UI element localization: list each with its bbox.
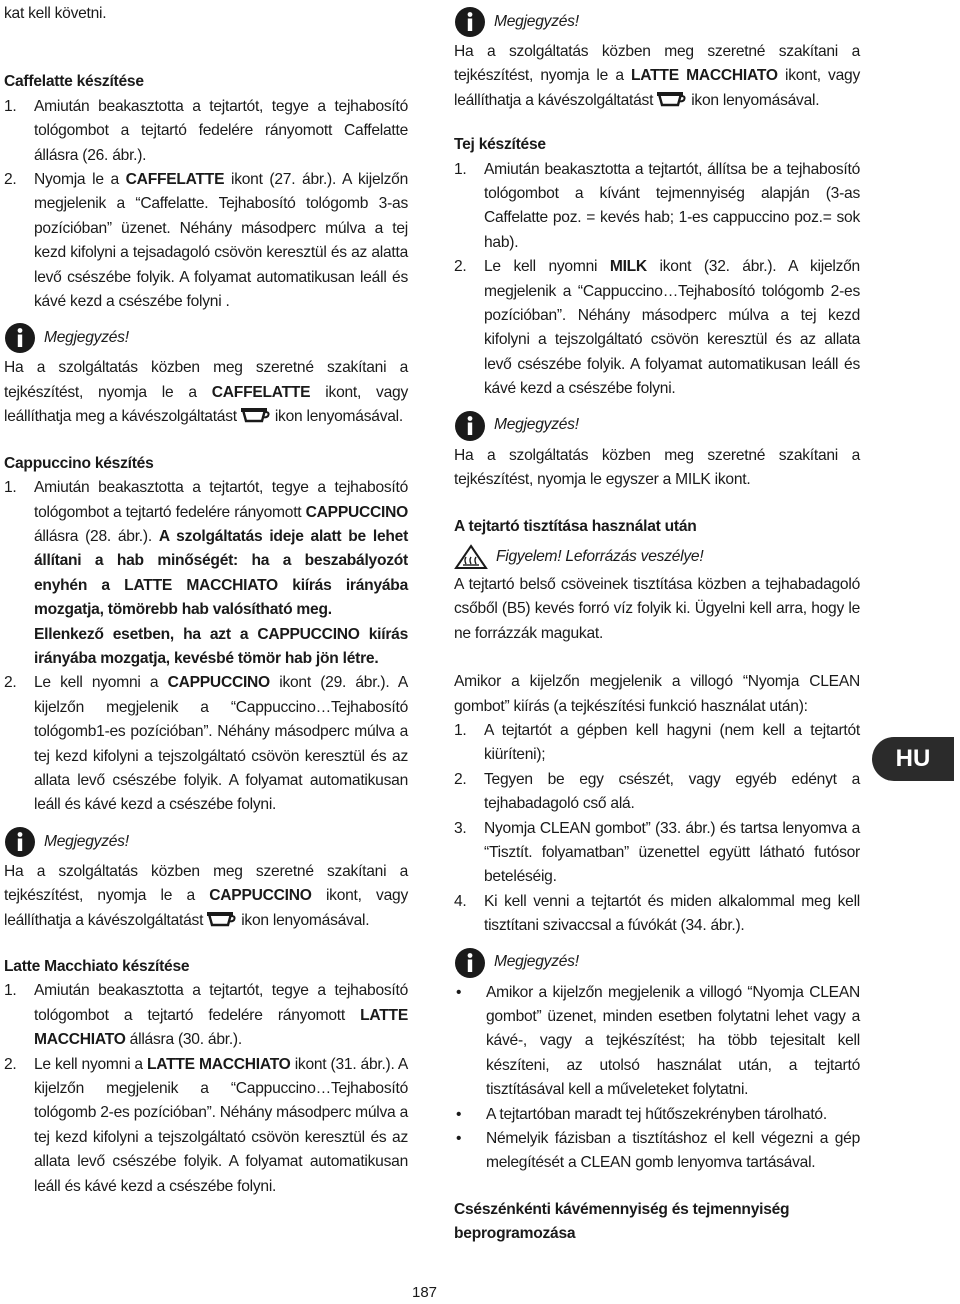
info-icon (454, 6, 486, 38)
left-column (4, 0, 408, 1199)
cleaning-bullet-3: • Némelyik fázisban a tisztításhoz el kell végezni a gép melegítését a CLEAN gomb lenyomva tartásával. (456, 1130, 860, 1172)
coffee-cup-icon (241, 408, 271, 424)
milk-step-1: 1. Amiután beakasztotta a tejtartót, állítsa be a tejhabosító tológombot a kívánt tejmennyiség alapján (3-as Caffelatte poz. = kevés hab; 1-es cappuccino poz.= sok hab). (454, 160, 860, 251)
cappuccino-step-1: 1. Amiután beakasztotta a tejtartót, tegye a tejhabosító tológombot a tejtartó fedelére rányomott CAPPUCCINO állásra (28. ábr.). A szolgáltatás ideje alatt be lehet állítani a hab minőségét: ha a beszabályozót enyhén a LATTE MACCHIATO kiírás irányába mozgatja, tömörebb hab valósítható meg. Ellenkező esetben, ha azt a CAPPUCCINO kiírás irányába mozgatja, kevésbé tömör hab jön létre. (4, 479, 409, 667)
caffelatte-step-2: 2. Nyomja le a CAFFELATTE ikont (27. ábr.). A kijelzőn megjelenik a “Caffelatte. Tejhabosító tológomb 3-as pozícióban” üzenet. Néhány másodperc múlva a tej kezd kifolyni a tejsadagoló csövön keresztül és az alatta levő csészébe folyik. A folyamat automatikusan leáll és kávé kezd a csészébe folyni . (4, 171, 408, 311)
milk-note-text: Ha a szolgáltatás közben meg szeretné szakítani a tejkészítést, nyomja le egyszer a MILK ikont. (454, 446, 860, 489)
caffelatte-title: Caffelatte készítése (4, 73, 144, 91)
coffee-cup-icon (657, 92, 687, 108)
cleaning-step-4: 4. Ki kell venni a tejtartót és miden alkalommal meg kell tisztítani szivaccsal a fúvókát (34. ábr.). (454, 892, 860, 935)
latte-step-1: 1. Amiután beakasztotta a tejtartót, tegye a tejhabosító tológombot a tejtartó fedelére rányomott LATTE MACCHIATO állásra (30. ábr.). (4, 982, 408, 1049)
programming-title: Csészénkénti kávémennyiség és tejmennyiség beprogramozása (454, 1200, 790, 1243)
milk-step-2: 2. Le kell nyomni MILK ikont (32. ábr.). A kijelzőn megjelenik a “Cappuccino…Tejhabosító tológomb 2-es pozícióban”. Néhány másodperc múlva a tej kezd kifolyni a tejszolgáltató csövön keresztül és az allata levő csészébe folyik. A folyamat automatikusan leáll és kávé kezd a csészébe folyni. (454, 258, 860, 398)
cleaning-step-3: 3. Nyomja CLEAN gombot” (33. ábr.) és tartsa lenyomva a “Tisztít. folyamatban” üzenettel együtt látható futósor beteléséig. (454, 819, 860, 886)
caffelatte-step-1: 1. Amiután beakasztotta a tejtartót, tegye a tejhabosító tológombot a tejtartó fedelére rányomott Caffelatte állásra (26. ábr.). (4, 97, 408, 164)
caffelatte-note-text: Ha a szolgáltatás közben meg szeretné szakítani a tejkészítést, nyomja le a CAFFELATTE ikont, vagy leállíthatja meg a kávészolgáltatást ikon lenyomásával. (4, 359, 408, 426)
hot-surface-warning-icon (454, 544, 488, 570)
caffelatte-note-header: Megjegyzés! (4, 322, 408, 354)
milk-note-header: Megjegyzés! (454, 410, 860, 442)
cleaning-title: A tejtartó tisztítása használat után (454, 517, 697, 535)
cappuccino-note-header: Megjegyzés! (4, 826, 408, 858)
cleaning-bullet-1: • Amikor a kijelzőn megjelenik a villogó “Nyomja CLEAN gombot” üzenet, minden esetben folytatni lehet vagy a kávé-, vagy a tejkészítést; ha több tejesitalt kell készíteni, az utolsó használat után, a tejtartó tisztításával kell a műveleteket folytatni. (456, 983, 860, 1099)
cleaning-note-header: Megjegyzés! (454, 947, 860, 979)
milk-title: Tej készítése (454, 136, 546, 154)
info-icon (454, 410, 486, 442)
cappuccino-note-text: Ha a szolgáltatás közben meg szeretné szakítani a tejkészítést, nyomja le a CAPPUCCINO ikont, vagy leállíthatja a kávészolgáltatást ikon lenyomásával. (4, 862, 408, 929)
cleaning-bullet-2: • A tejtartóban maradt tej hűtőszekrényben tárolható. (456, 1105, 827, 1123)
language-tab: HU (872, 737, 954, 781)
info-icon (4, 826, 36, 858)
warning-text: A tejtartó belső csöveinek tisztítása közben a tejhabadagoló csőből (B5) kevés forró víz folyik ki. Ügyelni kell arra, hogy le ne forrázzák magukat. (454, 575, 860, 642)
cappuccino-title: Cappuccino készítés (4, 454, 154, 472)
cleaning-step-1: 1. A tejtartót a gépben kell hagyni (nem kell a tejtartót kiüríteni); (454, 721, 860, 764)
right-column (454, 0, 860, 1247)
intro-text: kat kell követni. (4, 5, 107, 22)
latte-note-header: Megjegyzés! (454, 6, 860, 38)
info-icon (454, 947, 486, 979)
info-icon (4, 322, 36, 354)
page-number: 187 (412, 1284, 438, 1301)
latte-note-text: Ha a szolgáltatás közben meg szeretné szakítani a tejkészítést, nyomja le a LATTE MACCHIATO ikont, vagy leállíthatja a kávészolgáltatást ikon lenyomásával. (454, 43, 860, 109)
cappuccino-step-2: 2. Le kell nyomni a CAPPUCCINO ikont (29. ábr.). A kijelzőn megjelenik a “Cappuccino…Tejhabosító tológomb1-es pozícióban”. Néhány másodperc múlva a tej kezd kifolyni a tejszolgáltató csövön keresztül és az allata levő csészébe folyik. A folyamat automatikusan leáll és kávé kezd a csészébe folyni. (4, 674, 409, 814)
warning-header: Figyelem! Leforrázás veszélye! (454, 543, 860, 571)
cleaning-intro: Amikor a kijelzőn megjelenik a villogó “Nyomja CLEAN gombot” kiírás (a tejkészítési funkció használat után): (454, 673, 860, 715)
coffee-cup-icon (207, 912, 237, 928)
latte-macchiato-title: Latte Macchiato készítése (4, 958, 190, 975)
latte-step-2: 2. Le kell nyomni a LATTE MACCHIATO ikont (31. ábr.). A kijelzőn megjelenik a “Cappuccino…Tejhabosító tológomb 2-es pozícióban”. Néhány másodperc múlva a tej kezd kifolyni a tejszolgáltató csövön keresztül és az allata levő csészébe folyik. A folyamat automatikusan leáll és kávé kezd a csészébe folyni. (4, 1055, 408, 1195)
cleaning-step-2: 2. Tegyen be egy csészét, vagy egyéb edényt a tejhabadagoló cső alá. (454, 770, 860, 813)
